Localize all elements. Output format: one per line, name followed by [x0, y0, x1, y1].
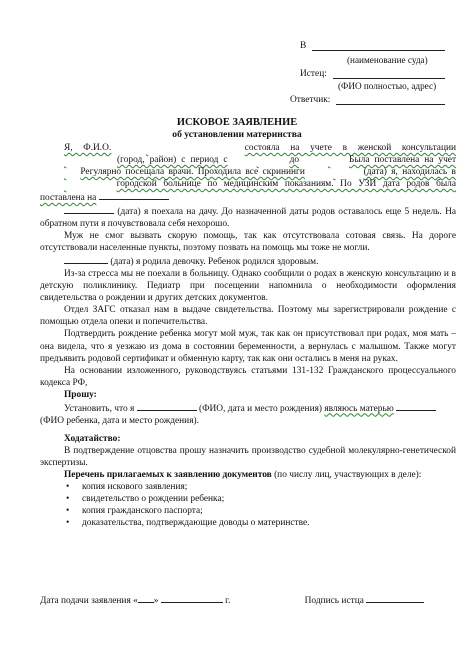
defendant-blank[interactable]: [336, 94, 445, 105]
court-blank[interactable]: [312, 40, 445, 51]
list-item: [66, 517, 456, 529]
paragraph-4: [40, 254, 456, 268]
request-part-c: являюсь матерью: [324, 403, 394, 414]
p1-part-e: Была поставлена на учет: [349, 155, 457, 166]
p4-date-blank[interactable]: [64, 254, 108, 264]
request-part-b: (ФИО, дата и место рождения): [198, 403, 323, 414]
p1-blank-6[interactable]: [309, 166, 359, 178]
bullet-icon: •: [66, 481, 70, 492]
request-heading: Прошу:: [64, 389, 97, 400]
p1-part-b: состояла на учете в женской консультации: [244, 143, 457, 153]
p1-part-f: Регулярно посещала врачи. Проходила все скрининги: [80, 167, 305, 178]
bullet-icon: •: [66, 505, 70, 516]
paragraph-7: Подтвердить рождение ребенка могут мой муж, так как он присутствовал при родах, моя мать – она видела, что я уезжаю из дома в состоянии беременности, а вернулась с малышом. Также могут предъявить родовой сертификат и обменную карту, так как они остались в меня на руках.: [40, 329, 456, 364]
p1-part-a: Я, Ф.И.О.: [64, 143, 112, 153]
bullet-icon: •: [66, 517, 70, 528]
court-line: [300, 40, 450, 52]
date-day-blank[interactable]: [138, 593, 154, 603]
request-child-blank[interactable]: [396, 401, 436, 411]
list-item: [66, 493, 456, 505]
paragraph-3: Муж не смог вызвать скорую помощь, так как отсутствовала сотовая связь. На дороге отсутствовали населенные пункты, поэтому позвать на помощь мы тоже не могли.: [40, 231, 456, 254]
defendant-line: [290, 94, 450, 106]
paragraph-8: На основании изложенного, руководствуясь статьями 131-132 Гражданского процессуального кодекса РФ,: [40, 365, 456, 388]
request-line-2: (ФИО ребенка, дата и место рождения).: [40, 415, 199, 426]
p1-blank-5[interactable]: [40, 166, 76, 178]
attachments-heading: [40, 469, 456, 481]
p1-blank-4[interactable]: [304, 154, 344, 166]
paragraph-2: [40, 204, 456, 230]
request-part-a: Установить, что я: [64, 403, 135, 414]
p4-text: (дата) я родила девочку. Ребенок родился здоровым.: [110, 257, 319, 268]
request-name-blank[interactable]: [137, 401, 197, 411]
date-mid: »: [153, 596, 159, 606]
motion-text: В подтверждение отцовства прошу назначить производство судебной молекулярно-генетической экспертизы.: [40, 445, 456, 468]
signature-blank[interactable]: [366, 593, 424, 603]
p2-date-blank[interactable]: [64, 204, 114, 214]
date-month-blank[interactable]: [161, 593, 223, 603]
bullet-icon: •: [66, 493, 70, 504]
document-subtitle: об установлении материнства: [172, 129, 302, 140]
p1-part-g: (дата) я, находилась в: [363, 167, 456, 178]
paragraph-5: Из-за стресса мы не поехали в больницу. Однако сообщили о родах в женскую консультацию и в детскую поликлинику. Педиатр при посещении напомнила о необходимости оформления свидетельства о рождении и других детских документов.: [40, 269, 456, 304]
p1-part-d: до: [289, 155, 300, 166]
date-label: Дата подачи заявления «: [40, 596, 138, 606]
attachments-heading-suffix: (по числу лиц, участвующих в деле):: [274, 469, 422, 480]
p1-blank-8[interactable]: [99, 190, 169, 200]
p1-blank-1[interactable]: [122, 142, 234, 154]
signature-footer: [40, 593, 460, 607]
list-item-text: копия гражданского паспорта;: [82, 505, 203, 516]
list-item-text: доказательства, подтверждающие доводы о материнстве.: [82, 517, 310, 528]
p1-part-c: (город, район) с период с: [116, 155, 228, 166]
p2-text: (дата) я поехала на дачу. До назначенной даты родов оставалось еще 5 недель. На обратном пути я почувствовала себя нехорошо.: [40, 207, 457, 230]
motion-heading: Ходатайство:: [64, 433, 121, 444]
p1-blank-2[interactable]: [40, 154, 112, 166]
defendant-label: Ответчик:: [290, 95, 331, 105]
plaintiff-line: [300, 68, 450, 80]
p1-part-h: городской больнице по медицинским показаниям. По УЗИ дата родов была поставлена на: [40, 179, 456, 204]
p1-blank-7[interactable]: [40, 178, 110, 190]
plaintiff-label: Истец:: [300, 69, 327, 79]
document-body: [40, 142, 456, 529]
paragraph-6: Отдел ЗАГС отказал нам в выдаче свидетельства. Поэтому мы зарегистрировали рождение с помощью отдела опеки и попечительства.: [40, 305, 456, 328]
attachments-heading-bold: Перечень прилагаемых к заявлению документов: [64, 469, 272, 480]
sign-label: Подпись истца: [304, 596, 364, 606]
date-year: г.: [225, 596, 231, 606]
list-item: [66, 505, 456, 517]
court-hint: (наименование суда): [347, 55, 428, 65]
list-item-text: свидетельство о рождении ребенка;: [82, 493, 225, 504]
paragraph-1: [40, 142, 456, 204]
document-title: ИСКОВОЕ ЗАЯВЛЕНИЕ: [176, 117, 298, 128]
plaintiff-blank[interactable]: [333, 68, 445, 79]
plaintiff-hint: (ФИО полностью, адрес): [338, 81, 437, 91]
p1-blank-3[interactable]: [233, 154, 285, 166]
attachments-list: [40, 481, 456, 529]
list-item: [66, 481, 456, 493]
list-item-text: копия искового заявления;: [82, 481, 188, 492]
request-line-1: [40, 401, 456, 415]
court-prefix: В: [300, 41, 307, 51]
